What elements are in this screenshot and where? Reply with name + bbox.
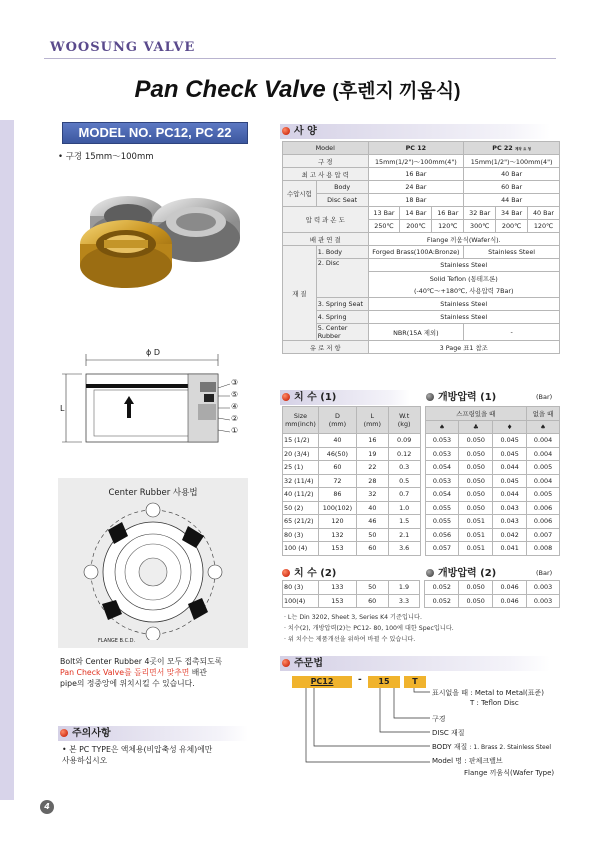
open1-cell: 0.055: [425, 501, 459, 515]
spec-test-body-pc12: 24 Bar: [368, 181, 464, 194]
caution-text: [62, 744, 252, 766]
dim2-table: [282, 580, 560, 608]
callout-1: ①: [231, 426, 239, 435]
open1-cell: 0.045: [493, 447, 527, 461]
open1-cell: 0.041: [493, 542, 527, 556]
order-code-disc: T: [404, 676, 426, 688]
dim1-cell: 0.5: [388, 474, 420, 488]
order-legend-type: Flange 끼움식(Wafer Type): [464, 769, 555, 777]
order-leader-lines: [290, 688, 440, 768]
spec-conn-label: 배 관 연 결: [283, 233, 369, 246]
spec-mat-disc-v3: (-40℃～+180℃, 사용압력 7Bar): [368, 285, 559, 298]
spec-mat-rubber-pc22: -: [464, 324, 560, 341]
dim-row: [283, 488, 560, 502]
open1-cell: 0.053: [425, 447, 459, 461]
spec-test-seat-pc12: 18 Bar: [368, 194, 464, 207]
dim1-cell: 1.5: [388, 515, 420, 529]
open1-cell: 0.006: [527, 501, 560, 515]
order-code-model: PC12: [292, 676, 352, 688]
dim2-cell: 153: [318, 594, 356, 608]
dim1-h-l: L (mm): [356, 407, 388, 434]
dim1-cell: 60: [318, 461, 356, 475]
open2-cell: 0.052: [425, 594, 459, 608]
dim1-cell: 16: [356, 434, 388, 448]
spec-pt-t0: 250℃: [368, 220, 400, 233]
spec-pt-t2: 120℃: [432, 220, 464, 233]
open1-title: 개방압력 (1): [438, 392, 497, 403]
spec-table: [282, 141, 560, 354]
open1-cell: 0.008: [527, 542, 560, 556]
spec-mat-label: 재 질: [283, 246, 317, 341]
dim1-cell: 19: [356, 447, 388, 461]
spec-mat-body-pc22: Stainless Steel: [464, 246, 560, 259]
callout-5: ⑤: [231, 390, 239, 399]
dim1-cell: 80 (3): [283, 528, 319, 542]
spec-mat-disc: 2. Disc: [316, 259, 368, 298]
spec-res-label: 유 로 저 항: [283, 341, 369, 354]
caution-title: 주의사항: [72, 728, 111, 739]
dim2-cell: 50: [356, 581, 388, 595]
dim1-cell: 32: [356, 488, 388, 502]
spec-pt-t1: 200℃: [400, 220, 432, 233]
order-code-dash: -: [358, 675, 362, 685]
open2-cell: 0.003: [527, 581, 560, 595]
center-rubber-title: Center Rubber 사용법: [108, 488, 198, 498]
header-divider: [44, 58, 556, 59]
open1-cell: 0.007: [527, 528, 560, 542]
spec-pt-label: 압 력 과 온 도: [283, 207, 369, 233]
open1-cell: 0.006: [527, 515, 560, 529]
spec-pt-p4: 34 Bar: [496, 207, 528, 220]
center-rubber-figure: [58, 478, 248, 648]
dim1-cell: 65 (21/2): [283, 515, 319, 529]
open2-cell: 0.046: [493, 581, 527, 595]
open1-unit: (Bar): [536, 393, 553, 401]
dim1-cell: 15 (1/2): [283, 434, 319, 448]
dim1-cell: 40: [318, 434, 356, 448]
open2-cell: 0.046: [493, 594, 527, 608]
open2-unit: (Bar): [536, 569, 553, 577]
side-accent-bar: [0, 120, 14, 800]
dim-row: [283, 434, 560, 448]
dir-icon-2: ♣: [459, 420, 493, 434]
dim-row: [283, 501, 560, 515]
dim2-row: [283, 581, 560, 595]
open1-cell: 0.050: [459, 434, 493, 448]
page-title: [0, 76, 595, 104]
desc-line-1: Bolt와 Center Rubber 4곳이 모두 접촉되도록: [60, 657, 223, 666]
open1-cell: 0.050: [459, 447, 493, 461]
open1-cell: 0.053: [425, 474, 459, 488]
order-legend-body-material: [432, 742, 551, 752]
dim1-cell: 153: [318, 542, 356, 556]
dim1-h-wt: W.t (kg): [388, 407, 420, 434]
spec-h-model: Model: [283, 142, 369, 155]
order-body-options: : 1. Brass 2. Stainless Steel: [469, 744, 552, 751]
open1-cell: 0.044: [493, 461, 527, 475]
dim-row: [283, 542, 560, 556]
dim1-cell: 40: [356, 501, 388, 515]
title-ko: (후렌지 끼움식): [332, 81, 461, 102]
dim1-cell: 50: [356, 528, 388, 542]
dim1-cell: 22: [356, 461, 388, 475]
spec-test-body-pc22: 60 Bar: [464, 181, 560, 194]
open1-cell: 0.056: [425, 528, 459, 542]
dim1-cell: 32 (11/4): [283, 474, 319, 488]
note-1: · L는 Din 3202, Sheet 3, Series K4 기준입니다.: [284, 614, 422, 621]
caution-line-2: 사용하십시오: [62, 756, 108, 765]
dir-icon-1: ♠: [425, 420, 459, 434]
caution-line-1: • 본 PC TYPE은 액체용(비압축성 유체)에만: [62, 745, 213, 754]
order-legend-teflon: T : Teflon Disc: [470, 699, 519, 707]
open1-cell: 0.050: [459, 501, 493, 515]
open1-cell: 0.051: [459, 542, 493, 556]
spec-mat-body-pc12: Forged Brass(100A:Bronze): [368, 246, 464, 259]
open1-cell: 0.004: [527, 447, 560, 461]
open2-cell: 0.050: [459, 594, 493, 608]
spec-header: [280, 124, 550, 139]
spec-res-value: 3 Page 표1 참조: [368, 341, 559, 354]
product-photo: [58, 178, 248, 290]
spec-conn-value: Flange 끼움식(Wafer식).: [368, 233, 559, 246]
note-2: · 치수(2), 개방압력(2)는 PC12- 80, 100에 대한 Spec입니다.: [284, 625, 454, 632]
spec-test-body: Body: [316, 181, 368, 194]
open1-cell: 0.043: [493, 501, 527, 515]
open1-cell: 0.054: [425, 488, 459, 502]
spec-test-seat-pc22: 44 Bar: [464, 194, 560, 207]
dir-icon-4: ♠: [527, 420, 560, 434]
dim1-h-size: Size mm(inch): [283, 407, 319, 434]
open1-cell: 0.051: [459, 515, 493, 529]
dim1-cell: 46(50): [318, 447, 356, 461]
dim-row: [283, 474, 560, 488]
spec-max-pc12: 16 Bar: [368, 168, 464, 181]
spec-h-pc22-label: PC 22: [492, 144, 513, 152]
brand-logo: WOOSUNG VALVE: [50, 40, 196, 55]
dim1-cell: 3.6: [388, 542, 420, 556]
open1-cell: 0.051: [459, 528, 493, 542]
spec-mat-body: 1. Body: [316, 246, 368, 259]
dim-row: [283, 528, 560, 542]
page-number: 4: [40, 800, 54, 814]
model-number-box: MODEL NO. PC12, PC 22: [62, 122, 248, 144]
order-header: [280, 656, 550, 671]
dim2-cell: 3.3: [388, 594, 420, 608]
length-label: L: [60, 404, 65, 413]
open1-h-spring: 스프링있을 때: [425, 407, 527, 421]
spec-pt-p5: 40 Bar: [528, 207, 560, 220]
open2-title: 개방압력 (2): [438, 568, 497, 579]
open1-cell: 0.050: [459, 474, 493, 488]
dim1-cell: 50 (2): [283, 501, 319, 515]
spec-pt-t3: 300℃: [464, 220, 496, 233]
note-3: · 위 치수는 제품개선을 위하여 바뀔 수 있습니다.: [284, 636, 416, 643]
open1-cell: 0.042: [493, 528, 527, 542]
order-legend-model: Model 명 : 판체크밸브: [432, 757, 503, 765]
dim1-cell: 0.7: [388, 488, 420, 502]
spec-bore-pc12: 15mm(1/2")～100mm(4"): [368, 155, 464, 168]
spec-pt-p0: 13 Bar: [368, 207, 400, 220]
callout-2: ②: [231, 414, 239, 423]
dim1-cell: 132: [318, 528, 356, 542]
dim1-cell: 72: [318, 474, 356, 488]
order-legend-disc-material: DISC 재질: [432, 729, 465, 737]
spec-h-pc22-mark: 제작 요 청: [515, 147, 531, 151]
spec-pt-t5: 120℃: [528, 220, 560, 233]
spec-mat-rubber-pc12: NBR(15A 제외): [368, 324, 464, 341]
spec-pt-p1: 14 Bar: [400, 207, 432, 220]
dim1-cell: 25 (1): [283, 461, 319, 475]
spec-mat-spring-value: Stainless Steel: [368, 311, 559, 324]
spec-test-seat: Disc Seat: [316, 194, 368, 207]
bore-range: • 구경 15mm～100mm: [58, 152, 154, 162]
spec-pt-p3: 32 Bar: [464, 207, 496, 220]
spec-title: 사 양: [294, 126, 317, 137]
dim1-cell: 46: [356, 515, 388, 529]
dim2-cell: 1.9: [388, 581, 420, 595]
desc-line-2: [60, 667, 260, 678]
dim2-cell: 133: [318, 581, 356, 595]
caution-header: [58, 726, 248, 741]
dim1-cell: 0.3: [388, 461, 420, 475]
open2-cell: 0.052: [425, 581, 459, 595]
order-legend-disc-std: 표시없을 때 : Metal to Metal(표준): [432, 689, 544, 697]
callout-3: ③: [231, 378, 239, 387]
dim1-cell: 100(102): [318, 501, 356, 515]
open1-cell: 0.004: [527, 474, 560, 488]
spec-bore-label: 구 경: [283, 155, 369, 168]
spec-mat-rubber: 5. Center Rubber: [316, 324, 368, 341]
open2-cell: 0.050: [459, 581, 493, 595]
spec-test-label: 수압시험: [283, 181, 317, 207]
spec-mat-spring: 4. Spring: [316, 311, 368, 324]
spec-pt-t4: 200℃: [496, 220, 528, 233]
spec-mat-seat-value: Stainless Steel: [368, 298, 559, 311]
order-legend-bore: 구경: [432, 715, 446, 723]
open2-cell: 0.003: [527, 594, 560, 608]
spec-bore-pc22: 15mm(1/2")～100mm(4"): [464, 155, 560, 168]
open1-cell: 0.004: [527, 434, 560, 448]
dim1-cell: 120: [318, 515, 356, 529]
open1-cell: 0.005: [527, 488, 560, 502]
order-title: 주문법: [294, 658, 323, 669]
desc-line-2-tail: 배관: [189, 668, 207, 677]
dim1-cell: 28: [356, 474, 388, 488]
spec-h-pc22: [464, 142, 560, 155]
open1-cell: 0.050: [459, 461, 493, 475]
dim2-cell: 80 (3): [283, 581, 319, 595]
dim-pressure-table: [282, 406, 560, 556]
open1-cell: 0.053: [425, 434, 459, 448]
dim1-cell: 2.1: [388, 528, 420, 542]
title-en: Pan Check Valve: [134, 76, 326, 103]
dim-row: [283, 461, 560, 475]
dim1-cell: 100 (4): [283, 542, 319, 556]
open1-cell: 0.057: [425, 542, 459, 556]
callout-4: ④: [231, 402, 239, 411]
open1-h-nospring: 없을 때: [527, 407, 560, 421]
flange-bcd-label: FLANGE B.C.D.: [98, 638, 136, 644]
dim1-cell: 40 (11/2): [283, 488, 319, 502]
section-diagram: [58, 330, 248, 466]
spec-h-pc12: PC 12: [368, 142, 464, 155]
spec-max-pc22: 40 Bar: [464, 168, 560, 181]
open1-cell: 0.055: [425, 515, 459, 529]
spec-mat-seat: 3. Spring Seat: [316, 298, 368, 311]
order-body-label: BODY 재질: [432, 743, 470, 751]
center-rubber-description: [60, 656, 260, 689]
dim1-cell: 60: [356, 542, 388, 556]
dim2-cell: 60: [356, 594, 388, 608]
dim1-cell: 0.09: [388, 434, 420, 448]
desc-line-3: pipe의 정중앙에 위치시킬 수 있습니다.: [60, 679, 195, 688]
diameter-label: ϕ D: [146, 348, 160, 357]
spec-notes: [284, 612, 454, 645]
desc-highlight: Pan Check Valve를 돌리면서 맞추면: [60, 668, 190, 677]
spec-pt-p2: 16 Bar: [432, 207, 464, 220]
open1-cell: 0.044: [493, 488, 527, 502]
order-code-size: 15: [368, 676, 400, 688]
open1-cell: 0.045: [493, 474, 527, 488]
open1-cell: 0.043: [493, 515, 527, 529]
dim1-h-d: D (mm): [318, 407, 356, 434]
dim-row: [283, 515, 560, 529]
dim1-cell: 20 (3/4): [283, 447, 319, 461]
dim2-cell: 100(4): [283, 594, 319, 608]
spec-max-label: 최 고 사 용 압 력: [283, 168, 369, 181]
open1-header: [424, 390, 564, 405]
spec-mat-disc-v2: Solid Teflon (통테프론): [368, 272, 559, 285]
dim2-header: [280, 566, 410, 581]
spec-mat-disc-v1: Stainless Steel: [368, 259, 559, 272]
dim1-cell: 0.12: [388, 447, 420, 461]
dim1-cell: 1.0: [388, 501, 420, 515]
dim1-title: 치 수 (1): [294, 392, 337, 403]
open2-header: [424, 566, 564, 581]
dir-icon-3: ♦: [493, 420, 527, 434]
open1-cell: 0.054: [425, 461, 459, 475]
open1-cell: 0.005: [527, 461, 560, 475]
open1-cell: 0.050: [459, 488, 493, 502]
dim1-header: [280, 390, 410, 405]
dim2-row: [283, 594, 560, 608]
dim-row: [283, 447, 560, 461]
dim2-title: 치 수 (2): [294, 568, 337, 579]
open1-cell: 0.045: [493, 434, 527, 448]
dim1-cell: 86: [318, 488, 356, 502]
